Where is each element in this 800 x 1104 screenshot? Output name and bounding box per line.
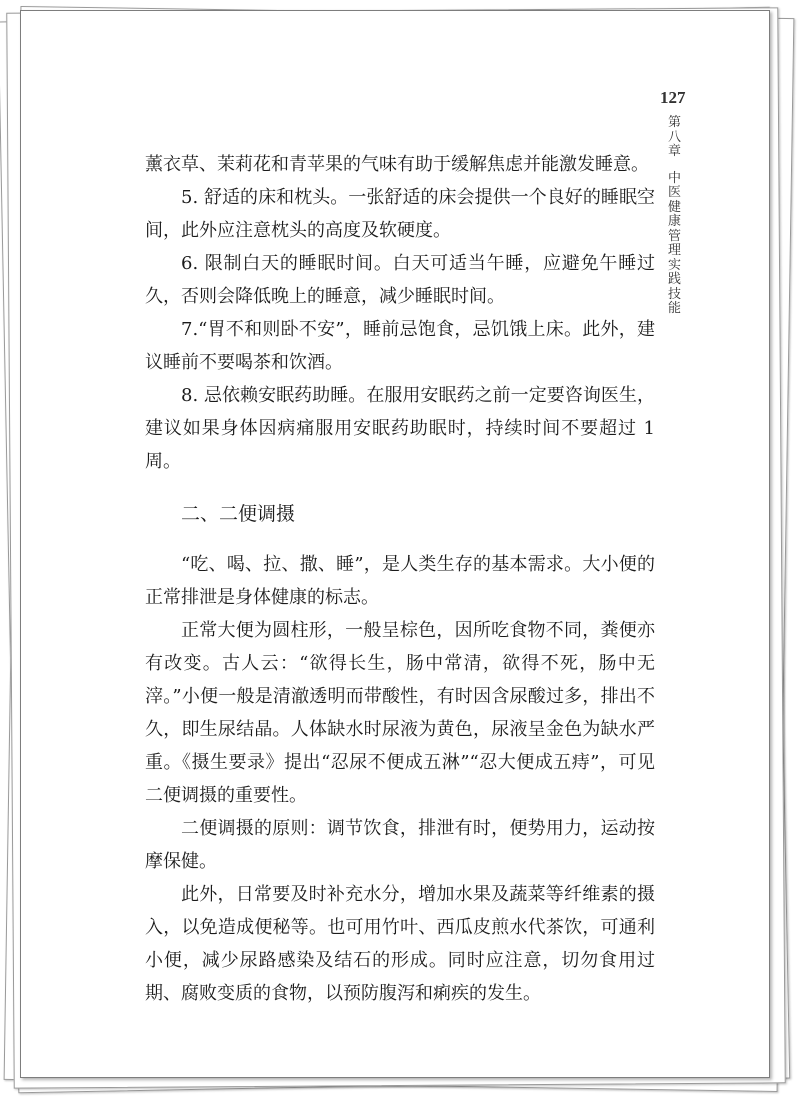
running-head-title: 中医健康管理实践技能 (668, 170, 682, 316)
paragraph: 此外，日常要及时补充水分，增加水果及蔬菜等纤维素的摄入，以免造成便秘等。也可用竹叶、西瓜皮煎水代茶饮，可通利小便，减少尿路感染及结石的形成。同时应注意，切勿食用过期、腐败变质的食物，以预防腹泻和痢疾的发生。 (145, 884, 655, 1004)
running-head-chapter: 第八章 (668, 115, 682, 159)
paragraph: 7.“胃不和则卧不安”，睡前忌饱食，忌饥饿上床。此外，建议睡前不要喝茶和饮酒。 (145, 319, 655, 373)
paragraph: 8. 忌依赖安眠药助睡。在服用安眠药之前一定要咨询医生，建议如果身体因病痛服用安眠药助眠时，持续时间不要超过 1 周。 (145, 385, 655, 472)
paragraph: 二便调摄的原则：调节饮食，排泄有时，便势用力，运动按摩保健。 (145, 818, 655, 872)
paragraph: 薰衣草、茉莉花和青苹果的气味有助于缓解焦虑并能激发睡意。 (145, 154, 649, 175)
paragraph: 6. 限制白天的睡眠时间。白天可适当午睡，应避免午睡过久，否则会降低晚上的睡意，减少睡眠时间。 (145, 253, 655, 307)
paragraph: 正常大便为圆柱形，一般呈棕色，因所吃食物不同，粪便亦有改变。古人云：“欲得长生，肠中常清，欲得不死，肠中无滓。”小便一般是清澈透明而带酸性，有时因含尿酸过多，排出不久，即生尿结晶。人体缺水时尿液为黄色，尿液呈金色为缺水严重。《摄生要录》提出“忍尿不便成五淋”“忍大便成五痔”，可见二便调摄的重要性。 (145, 620, 655, 806)
section-heading: 二、二便调摄 (181, 503, 296, 525)
running-head (668, 116, 682, 317)
paragraph: 5. 舒适的床和枕头。一张舒适的床会提供一个良好的睡眠空间，此外应注意枕头的高度及软硬度。 (145, 187, 655, 241)
paragraph: “吃、喝、拉、撒、睡”，是人类生存的基本需求。大小便的正常排泄是身体健康的标志。 (145, 554, 655, 608)
page-number: 127 (660, 88, 686, 107)
body-text (145, 148, 655, 1010)
